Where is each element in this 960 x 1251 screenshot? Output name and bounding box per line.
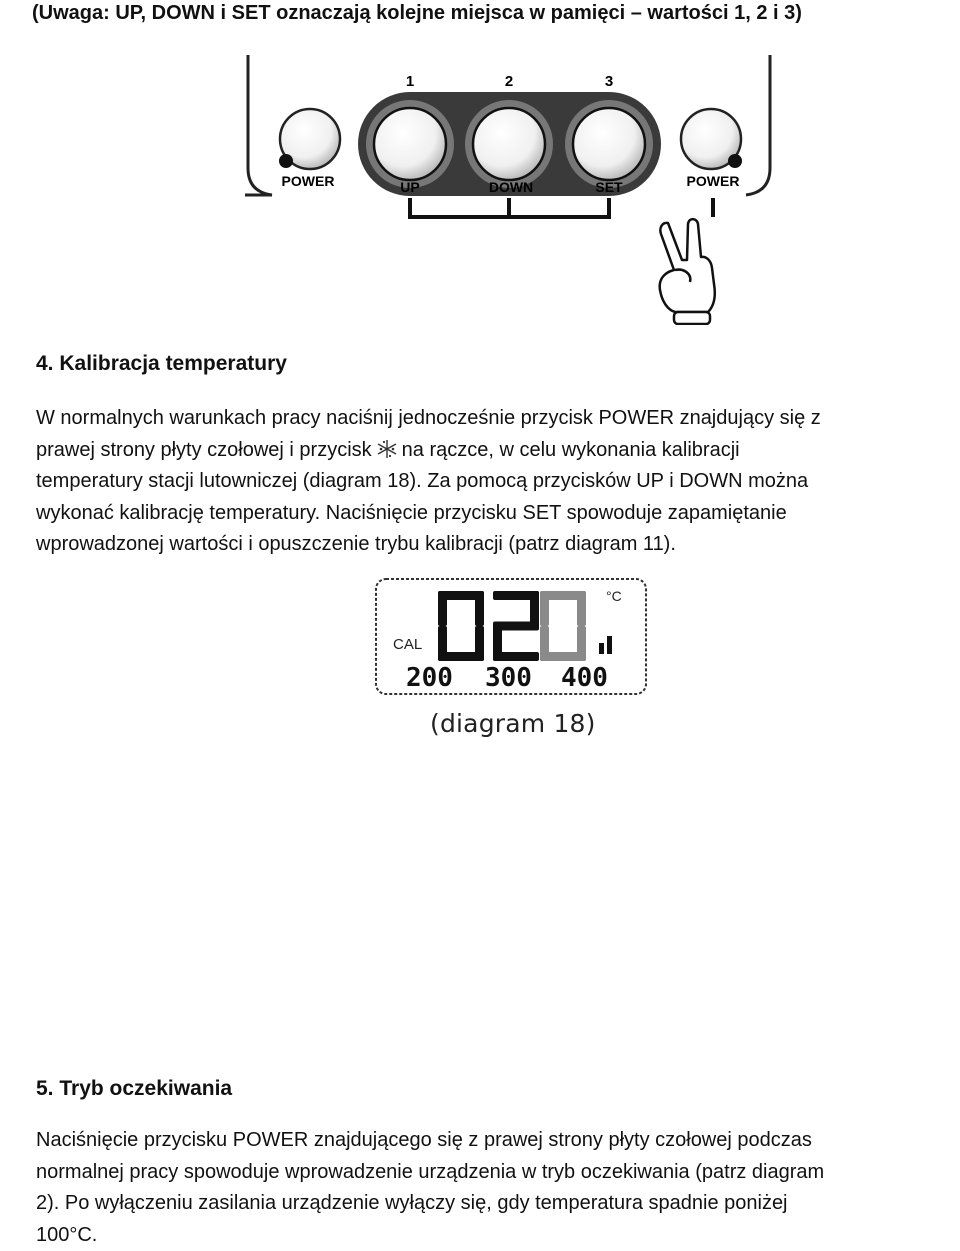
paragraph-line: 100°C. (36, 1220, 824, 1251)
lcd-digit-segment (540, 591, 549, 626)
lcd-signal-bar (607, 636, 612, 654)
lcd-digit-segment (530, 591, 539, 626)
lcd-digit-segment (438, 626, 447, 661)
up-button[interactable] (374, 108, 446, 180)
down-label: DOWN (489, 179, 533, 195)
power-left-label: POWER (282, 173, 335, 189)
lcd-unit: °C (606, 588, 622, 604)
lcd-display (360, 570, 660, 705)
diagram-caption: (diagram 18) (430, 709, 596, 738)
memory-note: (Uwaga: UP, DOWN i SET oznaczają kolejne miejsca w pamięci – wartości 1, 2 i 3) (32, 2, 802, 25)
lcd-digit-segment (493, 652, 539, 661)
lcd-digit-segment (438, 591, 447, 626)
memory-number-3: 3 (605, 73, 613, 90)
lcd-mode-label: CAL (393, 636, 422, 653)
lcd-digit-segment (540, 626, 549, 661)
lcd-preset-400: 400 (561, 663, 608, 693)
lcd-signal-bar (599, 643, 604, 654)
paragraph-line: Naciśnięcie przycisku POWER znajdującego się z prawej strony płyty czołowej podczas (36, 1125, 824, 1157)
paragraph-line: 2). Po wyłączeniu zasilania urządzenie wyłączy się, gdy temperatura spadnie poniżej (36, 1188, 824, 1220)
section-4-heading: 4. Kalibracja temperatury (36, 352, 287, 376)
lcd-preset-300: 300 (485, 663, 532, 693)
memory-number-1: 1 (406, 73, 414, 90)
control-panel-diagram (0, 40, 960, 325)
down-button[interactable] (473, 108, 545, 180)
paragraph-line: wykonać kalibrację temperatury. Naciśnięcie przycisku SET spowoduje zapamiętanie (36, 498, 821, 530)
power-right-label: POWER (687, 173, 740, 189)
paragraph-line: wprowadzonej wartości i opuszczenie trybu kalibracji (patrz diagram 11). (36, 529, 821, 561)
asterisk-icon (376, 439, 398, 459)
section-5-heading: 5. Tryb oczekiwania (36, 1077, 232, 1101)
section-4-paragraph (36, 403, 821, 561)
section-5-paragraph (36, 1125, 824, 1251)
lcd-digit-segment (577, 591, 586, 626)
paragraph-line: W normalnych warunkach pracy naciśnij jednocześnie przycisk POWER znajdujący się z (36, 403, 821, 435)
memory-number-2: 2 (505, 73, 513, 90)
set-button[interactable] (573, 108, 645, 180)
hand-pointer-icon (660, 219, 715, 324)
up-label: UP (400, 179, 419, 195)
paragraph-line: temperatury stacji lutowniczej (diagram 18). Za pomocą przycisków UP i DOWN można (36, 466, 821, 498)
lcd-preset-200: 200 (406, 663, 453, 693)
power-left-led (279, 154, 293, 168)
paragraph-line: normalnej pracy spowoduje wprowadzenie urządzenia w tryb oczekiwania (patrz diagram (36, 1157, 824, 1189)
set-label: SET (595, 179, 623, 195)
lcd-digit-segment (475, 591, 484, 626)
power-right-led (728, 154, 742, 168)
paragraph-line: prawej strony płyty czołowej i przycisk na rączce, w celu wykonania kalibracji (36, 435, 821, 467)
